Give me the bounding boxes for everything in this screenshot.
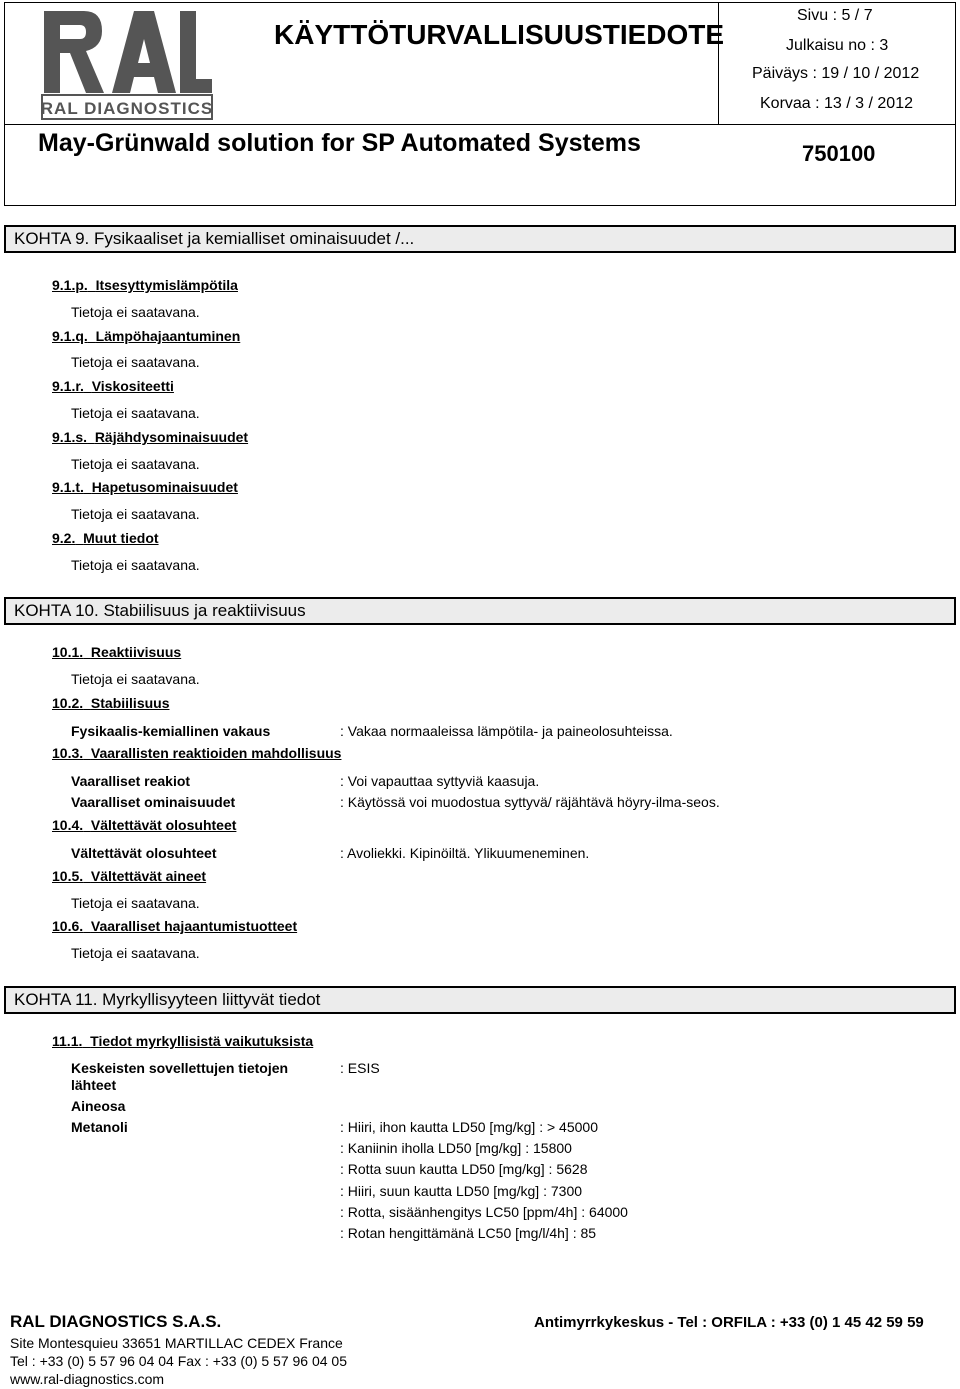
subsection-number: 9.1.r. Viskositeetti: [52, 378, 174, 394]
subsection-number: 10.1. Reaktiivisuus: [52, 644, 182, 660]
toxicity-value: : Rotan hengittämänä LC50 [mg/l/4h] : 85: [340, 1225, 597, 1241]
product-code: 750100: [802, 141, 876, 166]
subsection-text: Tietoja ei saatavana.: [71, 671, 200, 687]
subsection-number: 9.1.t. Hapetusominaisuudet: [52, 479, 238, 495]
subsection-number: 10.6. Vaaralliset hajaantumistuotteet: [52, 918, 298, 934]
subsection-number: 10.2. Stabiilisuus: [52, 695, 170, 711]
subsection-number: 10.4. Vältettävät olosuhteet: [52, 817, 237, 833]
field-label: Vaaralliset ominaisuudet: [71, 794, 236, 810]
section-10-title: KOHTA 10. Stabiilisuus ja reaktiivisuus: [14, 601, 306, 620]
footer-company: RAL DIAGNOSTICS S.A.S.: [10, 1312, 222, 1331]
field-label: Keskeisten sovellettujen tietojen: [71, 1060, 289, 1076]
field-value: : Voi vapauttaa syttyviä kaasuja.: [340, 773, 540, 789]
subsection-text: Tietoja ei saatavana.: [71, 506, 200, 522]
subsection-number: 9.1.p. Itsesyttymislämpötila: [52, 277, 238, 293]
section-9-title: KOHTA 9. Fysikaaliset ja kemialliset ominaisuudet /...: [14, 229, 415, 248]
product-name: May-Grünwald solution for SP Automated Systems: [38, 129, 641, 157]
field-value: : Vakaa normaaleissa lämpötila- ja paineolosuhteissa.: [340, 723, 673, 739]
substance-name: Metanoli: [71, 1119, 128, 1135]
header-divider-horizontal: [4, 124, 956, 125]
footer-address: Site Montesquieu 33651 MARTILLAC CEDEX France: [10, 1335, 343, 1351]
subsection-number: 10.3. Vaarallisten reaktioiden mahdollisuus: [52, 745, 342, 761]
footer-website[interactable]: www.ral-diagnostics.com: [10, 1371, 165, 1387]
field-label: Vaaralliset reakiot: [71, 773, 191, 789]
issue-date: Päiväys : 19 / 10 / 2012: [752, 65, 920, 82]
subsection-number: 9.1.s. Räjähdysominaisuudet: [52, 429, 249, 445]
subsection-text: Tietoja ei saatavana.: [71, 456, 200, 472]
subsection-number: 9.2. Muut tiedot: [52, 530, 159, 546]
edition-number: Julkaisu no : 3: [786, 37, 889, 54]
field-label: Vältettävät olosuhteet: [71, 845, 217, 861]
subsection-text: Tietoja ei saatavana.: [71, 557, 200, 573]
subsection-number: 11.1. Tiedot myrkyllisistä vaikutuksista: [52, 1033, 314, 1049]
toxicity-value: : Hiiri, ihon kautta LD50 [mg/kg] : > 45000: [340, 1119, 598, 1135]
subsection-text: Tietoja ei saatavana.: [71, 405, 200, 421]
field-value: : Avoliekki. Kipinöiltä. Ylikuumeneminen.: [340, 845, 590, 861]
field-value: : ESIS: [340, 1060, 380, 1076]
subsection-text: Tietoja ei saatavana.: [71, 354, 200, 370]
toxicity-value: : Kaniinin iholla LD50 [mg/kg] : 15800: [340, 1140, 572, 1156]
replaces-date: Korvaa : 13 / 3 / 2012: [760, 95, 913, 112]
subsection-number: 10.5. Vältettävät aineet: [52, 868, 207, 884]
svg-text:RAL DIAGNOSTICS: RAL DIAGNOSTICS: [40, 99, 214, 118]
page-number: Sivu : 5 / 7: [797, 7, 873, 24]
field-label: Fysikaalis-kemiallinen vakaus: [71, 723, 271, 739]
toxicity-value: : Rotta suun kautta LD50 [mg/kg] : 5628: [340, 1161, 588, 1177]
footer-phone: Tel : +33 (0) 5 57 96 04 04 Fax : +33 (0) 5 57 96 04 05: [10, 1353, 348, 1369]
field-label: Aineosa: [71, 1098, 126, 1114]
subsection-text: Tietoja ei saatavana.: [71, 304, 200, 320]
subsection-text: Tietoja ei saatavana.: [71, 945, 200, 961]
toxicity-value: : Hiiri, suun kautta LD50 [mg/kg] : 7300: [340, 1183, 583, 1199]
field-label: lähteet: [71, 1077, 117, 1093]
ral-diagnostics-logo: [40, 7, 214, 121]
footer-poison-center: Antimyrrkykeskus - Tel : ORFILA : +33 (0) 1 45 42 59 59: [534, 1314, 924, 1331]
toxicity-value: : Rotta, sisäänhengitys LC50 [ppm/4h] : 64000: [340, 1204, 628, 1220]
subsection-text: Tietoja ei saatavana.: [71, 895, 200, 911]
document-title: KÄYTTÖTURVALLISUUSTIEDOTE: [274, 19, 725, 50]
field-value: : Käytössä voi muodostua syttyvä/ räjähtävä höyry-ilma-seos.: [340, 794, 720, 810]
subsection-number: 9.1.q. Lämpöhajaantuminen: [52, 328, 241, 344]
section-11-title: KOHTA 11. Myrkyllisyyteen liittyvät tiedot: [14, 990, 321, 1009]
